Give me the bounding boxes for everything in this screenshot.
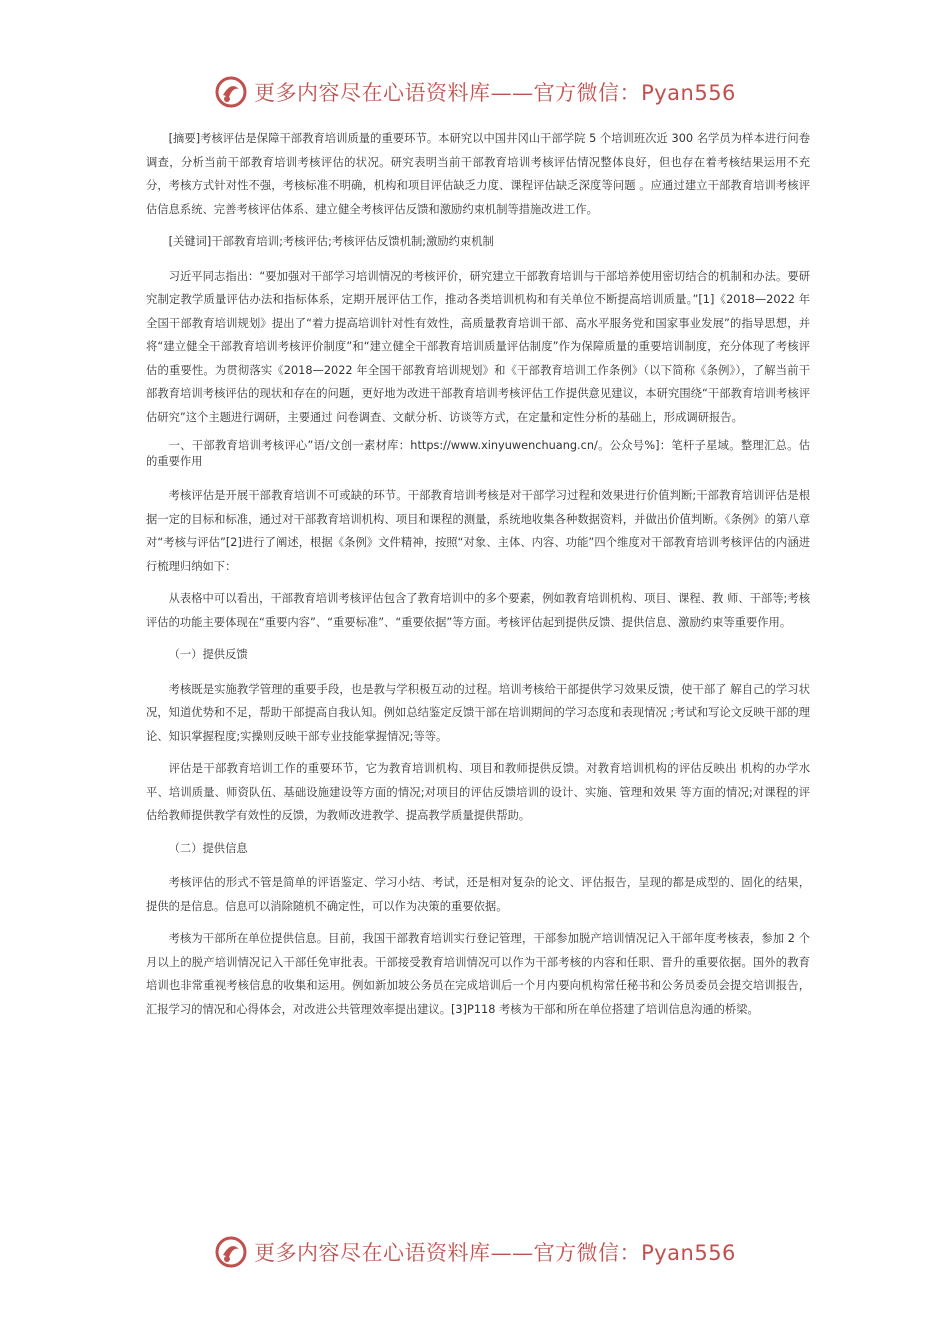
- watermark-main-text: 更多内容尽在心语资料库: [254, 1241, 491, 1265]
- intro-paragraph: 习近平同志指出：“要加强对干部学习培训情况的考核评价，研究建立干部教育培训与干部培养使用密切结合的机制和办法。要研究制定教学质量评估办法和指标体系，定期开展评估工作，推动各类培训机构和有关单位不断提高培训质量。”[1]《2018—2022 年全国干部教育培训规划》提出了“着力提高培训针对性有效性，高质量教育培训干部、高水平服务党和国家事业发展”的指导思想，并将“建立健全干部教育培训考核评价制度”和“建立健全干部教育培训质量评估制度”作为保障质量的重要培训制度，充分体现了考核评估的重要性。为贯彻落实《2018—2022 年全国干部教育培训规划》和《干部教育培训工作条例》（以下简称《条例》），了解当前干部教育培训考核评估的现状和存在的问题，更好地为改进干部教育培训考核评估工作提供意见建议，本研究围绕“干部教育培训考核评估研究”这个主题进行调研，主要通过 问卷调查、文献分析、访谈等方式，在定量和定性分析的基础上，形成调研报告。: [146, 269, 810, 424]
- watermark-wechat-label: 官方微信：: [533, 81, 642, 105]
- body-paragraph: 考核既是实施教学管理的重要手段，也是教与学积极互动的过程。培训考核给干部提供学习效果反馈，使干部了 解自己的学习状况，知道优势和不足，帮助干部提高自我认知。例如总结鉴定反馈干部在培训期间的学习态度和表现情况 ;考试和写论文反映干部的理论、知识掌握程度;实操则反映干部专业技能掌握情况;等等。: [146, 682, 810, 743]
- watermark-text: [254, 1237, 736, 1267]
- document-body: [146, 127, 810, 1030]
- subsection-1-heading: （一）提供反馈: [168, 648, 248, 661]
- body-paragraph: 评估是干部教育培训工作的重要环节，它为教育培训机构、项目和教师提供反馈。对教育培训机构的评估反映出 机构的办学水平、培训质量、师资队伍、基础设施建设等方面的情况;对项目的评估反馈培训的设计、实施、管理和效果 等方面的情况;对课程的评估给教师提供教学有效性的反馈，为教师改进教学、提高教学质量提供帮助。: [146, 762, 810, 822]
- watermark-wechat-id: Pyan556: [641, 81, 736, 105]
- keywords-line: [关键词]干部教育培训;考核评估;考核评估反馈机制;激励约束机制: [168, 235, 494, 248]
- watermark-text: [254, 77, 736, 107]
- body-paragraph: 考核为干部所在单位提供信息。目前，我国干部教育培训实行登记管理，干部参加脱产培训情况记入干部年度考核表，参加 2 个月以上的脱产培训情况记入干部任免审批表。干部接受教育培训情况可以作为干部考核的内容和任职、晋升的重要依据。国外的教育培训也非常重视考核信息的收集和运用。例如新加坡公务员在完成培训后一个月内要向机构常任秘书和公务员委员会提交培训报告，汇报学习的情况和心得体会，对改进公共管理效率提出建议。[3]P118 考核为干部和所在单位搭建了培训信息沟通的桥梁。: [146, 932, 810, 1016]
- watermark-separator: ——: [490, 1241, 534, 1265]
- watermark-wechat-id: Pyan556: [641, 1241, 736, 1265]
- brand-logo-icon: [214, 75, 248, 109]
- watermark-main-text: 更多内容尽在心语资料库: [254, 81, 491, 105]
- abstract-paragraph: [摘要]考核评估是保障干部教育培训质量的重要环节。本研究以中国井冈山干部学院 5 个培训班次近 300 名学员为样本进行问卷调查，分析当前干部教育培训考核评估的状况。研究表明当前干部教育培训考核评估情况整体良好，但也存在着考核结果运用不充分，考核方式针对性不强，考核标准不明确，机构和项目评估缺乏力度、课程评估缺乏深度等问题 。应通过建立干部教育培训考核评估信息系统、完善考核评估体系、建立健全考核评估反馈和激励约束机制等措施改进工作。: [146, 132, 810, 216]
- body-paragraph: 从表格中可以看出，干部教育培训考核评估包含了教育培训中的多个要素，例如教育培训机构、项目、课程、教 师、干部等;考核评估的功能主要体现在“重要内容”、“重要标准”、“重要依据”等方面。考核评估起到提供反馈、提供信息、激励约束等重要作用。: [146, 592, 810, 629]
- watermark-separator: ——: [490, 81, 534, 105]
- body-paragraph: 考核评估的形式不管是简单的评语鉴定、学习小结、考试，还是相对复杂的论文、评估报告，呈现的都是成型的、固化的结果，提供的是信息。信息可以消除随机不确定性，可以作为决策的重要依据。: [146, 876, 810, 913]
- section-1-heading: 一、干部教育培训考核评心”语/文创一素材库：https://www.xinyuwenchuang.cn/。公众号%]：笔杆子星域。整理汇总。估的重要作用: [146, 439, 810, 468]
- footer-watermark-banner: [0, 1230, 950, 1274]
- subsection-2-heading: （二）提供信息: [168, 841, 248, 855]
- brand-logo-icon: [214, 1235, 248, 1269]
- body-paragraph: 考核评估是开展干部教育培训不可或缺的环节。干部教育培训考核是对干部学习过程和效果进行价值判断;干部教育培训评估是根据一定的目标和标准，通过对干部教育培训机构、项目和课程的测量，系统地收集各种数据资料，并做出价值判断。《条例》的第八章对“考核与评估”[2]进行了阐述，根据《条例》文件精神，按照“对象、主体、内容、功能”四个维度对干部教育培训考核评估的内涵进行梳理归纳如下：: [146, 489, 810, 573]
- header-watermark-banner: [0, 70, 950, 114]
- watermark-wechat-label: 官方微信：: [533, 1241, 642, 1265]
